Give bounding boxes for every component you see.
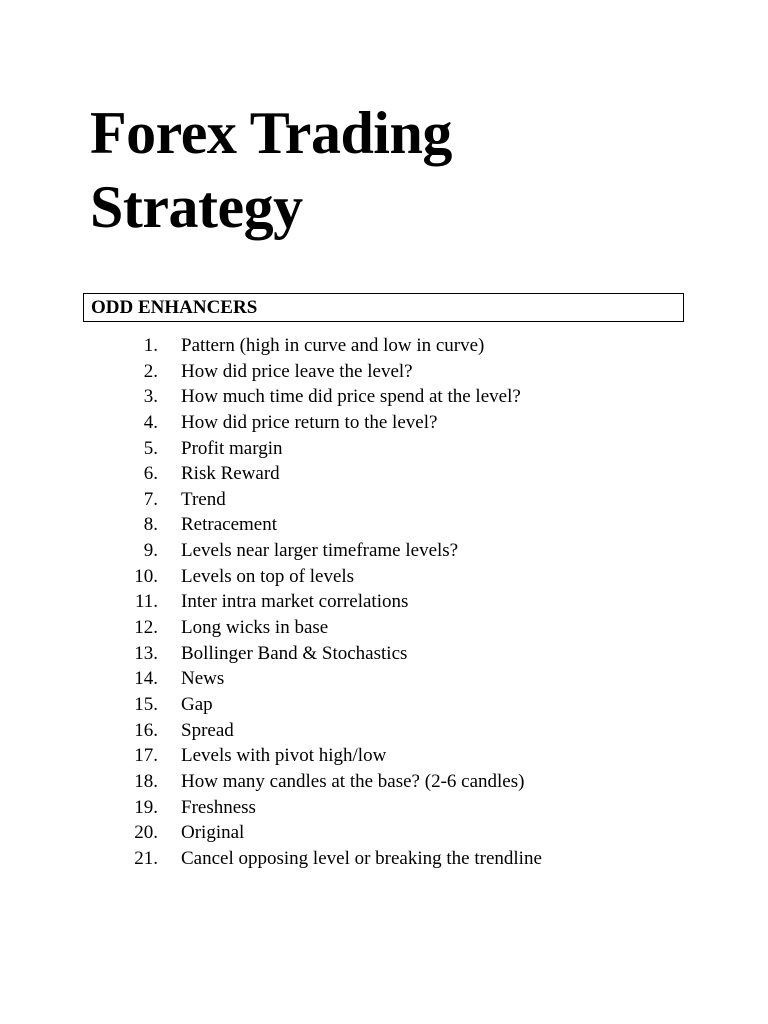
item-number: 4. (143, 411, 158, 433)
item-text: Risk Reward (181, 463, 280, 485)
list-item (120, 820, 542, 846)
item-text: Profit margin (181, 437, 283, 459)
list-item (120, 769, 542, 795)
list-item (120, 615, 542, 641)
item-text: How did price leave the level? (181, 360, 413, 382)
item-number: 18. (134, 770, 158, 792)
item-text: Cancel opposing level or breaking the trendline (181, 847, 542, 869)
item-number: 3. (143, 386, 158, 408)
title-line-2: Strategy (90, 174, 303, 240)
item-number: 20. (134, 822, 158, 844)
list-item (120, 538, 542, 564)
list-item (120, 846, 542, 872)
list-item (120, 692, 542, 718)
item-number: 15. (134, 693, 158, 715)
title-line-1: Forex Trading (90, 100, 452, 166)
item-text: Original (181, 822, 245, 844)
item-text: Retracement (181, 514, 278, 536)
item-number: 17. (134, 745, 158, 767)
list-item (120, 666, 542, 692)
item-text: How did price return to the level? (181, 411, 438, 433)
list-item (120, 743, 542, 769)
list-item (120, 795, 542, 821)
list-item (120, 384, 542, 410)
item-text: Levels on top of levels (181, 565, 355, 587)
item-number: 5. (143, 437, 158, 459)
section-heading: ODD ENHANCERS (91, 297, 258, 318)
item-number: 19. (134, 796, 158, 818)
section-heading-box (83, 293, 684, 322)
item-text: How many candles at the base? (2-6 candles) (181, 770, 525, 792)
item-number: 21. (134, 847, 158, 869)
list-item (120, 718, 542, 744)
item-number: 1. (143, 335, 158, 356)
list-item (120, 359, 542, 385)
list-item (120, 436, 542, 462)
item-text: Inter intra market correlations (181, 591, 409, 613)
item-number: 7. (143, 488, 158, 510)
item-number: 9. (143, 540, 158, 562)
list-item (120, 333, 542, 359)
item-text: Bollinger Band & Stochastics (181, 642, 408, 664)
list-item (120, 487, 542, 513)
item-number: 10. (134, 565, 158, 587)
item-text: Pattern (high in curve and low in curve) (181, 335, 485, 356)
list-item (120, 410, 542, 436)
list-item (120, 589, 542, 615)
item-number: 2. (143, 360, 158, 382)
item-text: Spread (181, 719, 234, 741)
list-item (120, 641, 542, 667)
item-number: 11. (134, 591, 158, 613)
list-item (120, 564, 542, 590)
item-text: Levels with pivot high/low (181, 745, 387, 767)
item-number: 13. (134, 642, 158, 664)
item-number: 16. (134, 719, 158, 741)
list-item (120, 461, 542, 487)
item-number: 8. (143, 514, 158, 536)
document-title (90, 96, 452, 244)
item-text: Long wicks in base (181, 617, 329, 639)
item-text: Levels near larger timeframe levels? (181, 540, 459, 562)
item-text: How much time did price spend at the level? (181, 386, 521, 408)
item-number: 12. (134, 617, 158, 639)
item-text: Trend (181, 488, 226, 510)
item-text: Gap (181, 693, 213, 715)
item-text: Freshness (181, 796, 256, 818)
item-number: 6. (143, 463, 158, 485)
list-item (120, 512, 542, 538)
item-number: 14. (134, 668, 158, 690)
item-text: News (181, 668, 225, 690)
odd-enhancers-list (120, 333, 542, 871)
